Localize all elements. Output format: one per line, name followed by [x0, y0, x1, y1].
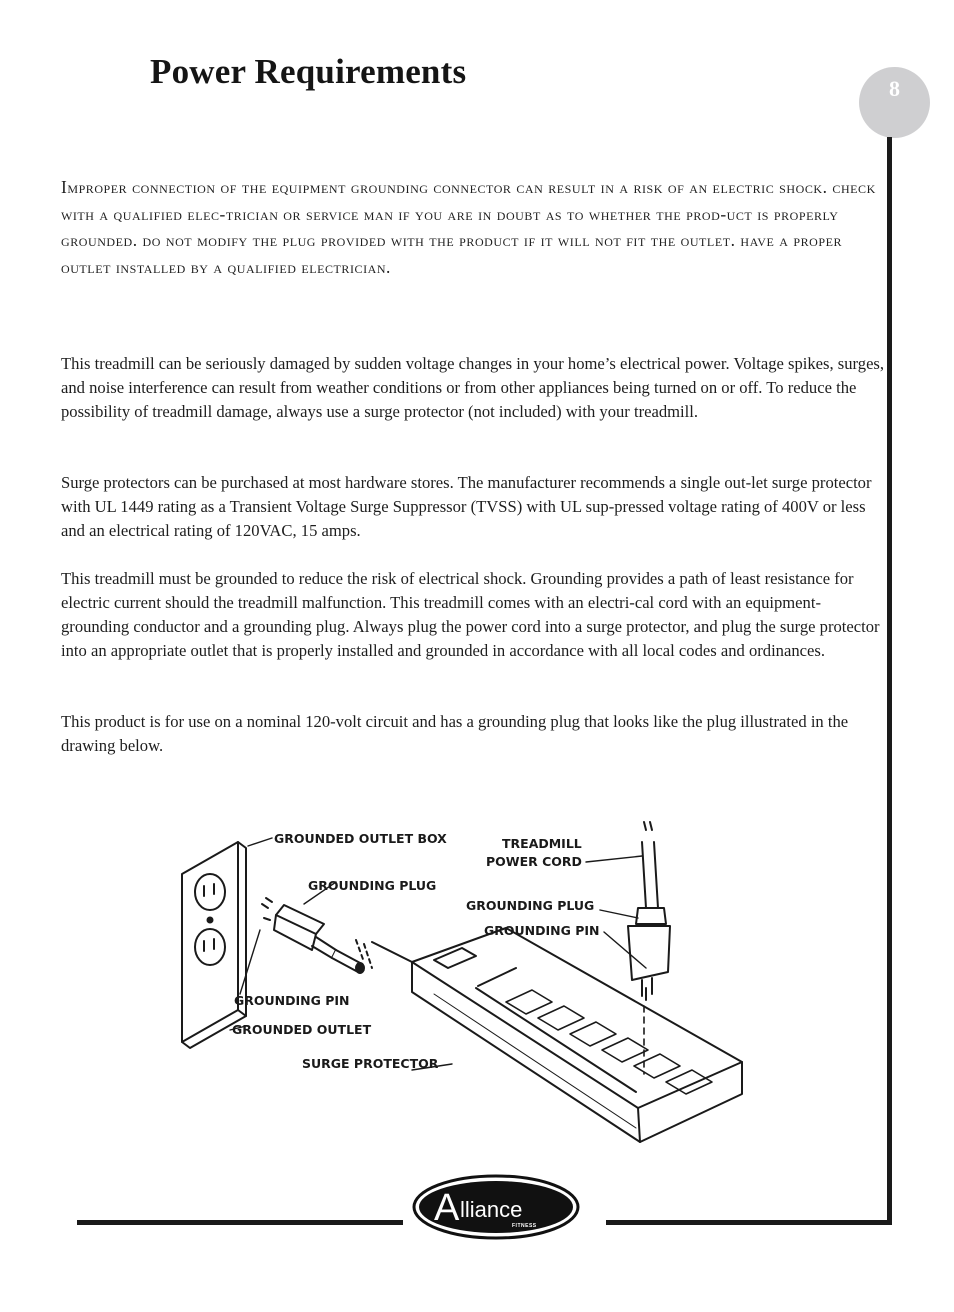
- grounding-diagram: [176, 812, 756, 1182]
- label-power-cord: POWER CORD: [486, 854, 582, 869]
- left-plug-illustration: [262, 898, 372, 973]
- surge-protector-illustration: [372, 928, 742, 1142]
- label-grounding-plug-left: GROUNDING PLUG: [308, 878, 437, 893]
- logo-tagline: FITNESS: [512, 1223, 537, 1229]
- outlet-box-illustration: [182, 842, 246, 1048]
- page-number-badge: 8: [859, 67, 930, 138]
- logo-wordmark: lliance: [460, 1197, 523, 1222]
- paragraph-surge-protector: Surge protectors can be purchased at most hardware stores. The manufacturer recommends a single out-let surge protector with UL 1449 rating as a Transient Voltage Surge Suppressor (TVSS) with UL sup-pressed voltage rating of 400V or less and an electrical rating of 120VAC, 15 amps.: [61, 473, 872, 540]
- label-grounding-pin-left: GROUNDING PIN: [234, 993, 350, 1008]
- page-frame-right-rule: [887, 137, 892, 1225]
- alliance-fitness-logo: [412, 1174, 580, 1240]
- label-treadmill: TREADMILL: [502, 836, 582, 851]
- paragraph-voltage-damage: This treadmill can be seriously damaged by sudden voltage changes in your home’s electrical power. Voltage spikes, surges, and noise interference can result from weather conditions or from other appliances being turned on or off. To reduce the possibility of treadmill damage, always use a surge protector (not included) with your treadmill.: [61, 354, 885, 421]
- grounding-warning: Improper connection of the equipment grounding connector can result in a risk of an electric shock. check with a qualified elec-trician or service man if you are in doubt as to whether the prod-uct is properly grounded. do not modify the plug provided with the product if it will not fit the outlet. have a proper outlet installed by a qualified electrician.: [61, 177, 876, 277]
- label-grounded-outlet: GROUNDED OUTLET: [232, 1022, 372, 1037]
- label-grounding-plug-right: GROUNDING PLUG: [466, 898, 595, 913]
- paragraph-circuit: This product is for use on a nominal 120-volt circuit and has a grounding plug that looks like the plug illustrated in the drawing below.: [61, 712, 849, 755]
- page-frame-bottom-left-rule: [77, 1220, 403, 1225]
- label-grounded-outlet-box: GROUNDED OUTLET BOX: [274, 831, 447, 846]
- logo-initial: A: [434, 1187, 460, 1229]
- label-grounding-pin-right: GROUNDING PIN: [484, 923, 600, 938]
- page-title: Power Requirements: [150, 52, 467, 91]
- paragraph-grounding: This treadmill must be grounded to reduce the risk of electrical shock. Grounding provides a path of least resistance for electric current should the treadmill malfunction. This treadmill comes with an electri-cal cord with an equipment-grounding conductor and a grounding plug. Always plug the power cord into a surge protector, and plug the surge protector into an appropriate outlet that is properly installed and grounded in accordance with all local codes and ordinances.: [61, 569, 880, 660]
- page-frame-bottom-right-rule: [606, 1220, 892, 1225]
- label-surge-protector: SURGE PROTECTOR: [302, 1056, 439, 1071]
